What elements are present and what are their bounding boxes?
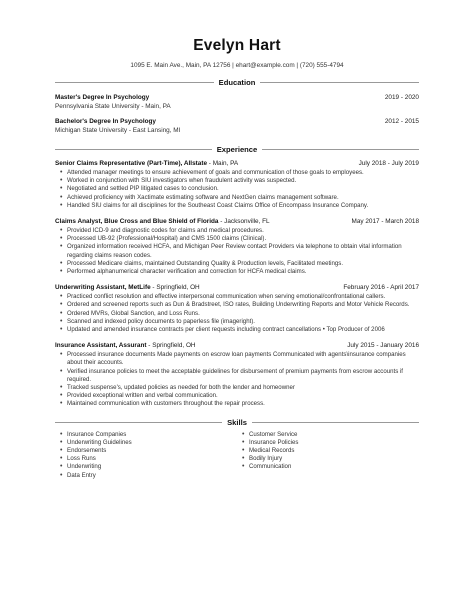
- degree-title: Bachelor's Degree In Psychology: [55, 118, 156, 125]
- job-row: [55, 283, 419, 292]
- section-title: Skills: [227, 418, 247, 428]
- skill-item: • Data Entry: [67, 472, 237, 480]
- skill-item: • Underwriting: [67, 463, 237, 471]
- job-heading: [55, 159, 238, 168]
- contact-line: 1095 E. Main Ave., Main, PA 12756 | ehart@example.com | (720) 555-4794: [130, 62, 344, 69]
- job-row: [55, 341, 419, 350]
- date-range: May 2017 - March 2018: [351, 218, 419, 226]
- skill-item: • Underwriting Guidelines: [67, 439, 237, 447]
- job-row: [55, 217, 419, 226]
- skills-column-right: [237, 431, 419, 480]
- degree-wrap: [55, 117, 156, 126]
- job-heading: [55, 217, 270, 226]
- degree-title: Master's Degree In Psychology: [55, 94, 150, 101]
- skill-item: • Customer Service: [249, 431, 419, 439]
- bullet-item: • Achieved proficiency with Xactimate estimating software and NextGen claims management software.: [67, 194, 419, 202]
- job-title: Underwriting Assistant, MetLife: [55, 284, 151, 292]
- skill-item: • Bodily Injury: [249, 455, 419, 463]
- job-bullets: [55, 227, 419, 276]
- skill-item: • Endorsements: [67, 447, 237, 455]
- divider: [252, 422, 419, 423]
- job-entry: [55, 159, 419, 210]
- skill-item: • Communication: [249, 463, 419, 471]
- divider: [262, 149, 419, 150]
- job-location: - Main, PA: [207, 160, 239, 167]
- experience-list: [55, 159, 419, 409]
- job-entry: [55, 283, 419, 334]
- school-name: Michigan State University - East Lansing, MI: [55, 127, 181, 134]
- education-entry: [55, 93, 419, 111]
- job-title: Senior Claims Representative (Part-Time), Allstate: [55, 160, 208, 167]
- job-title: Insurance Assistant, Assurant: [55, 342, 147, 350]
- education-entry: [55, 117, 419, 135]
- education-list: [55, 93, 419, 135]
- bullet-item: • Scanned and indexed policy documents to paperless file (imageright).: [67, 318, 419, 326]
- bullet-item: • Tracked suspense's, updated policies as needed for both the lender and homeowner: [67, 384, 419, 392]
- job-bullets: [55, 293, 419, 334]
- bullet-item: • Maintained communication with customers throughout the repair process.: [67, 400, 419, 408]
- date-range: July 2018 - July 2019: [358, 160, 419, 167]
- education-heading: [55, 77, 419, 87]
- bullet-item: • Verified insurance policies to meet the acceptable guidelines for disbursement of premium payments from escrow accounts if required.: [67, 368, 419, 384]
- education-row: [55, 93, 419, 102]
- divider: [55, 82, 214, 83]
- divider: [260, 82, 419, 83]
- experience-heading: [55, 144, 419, 154]
- bullet-item: • Provided ICD-9 and diagnostic codes for claims and medical procedures.: [67, 227, 419, 235]
- job-location: - Jacksonville, FL: [218, 218, 270, 226]
- divider: [55, 422, 222, 423]
- date-range: February 2016 - April 2017: [343, 284, 419, 292]
- bullet-item: • Processed UB-92 (Professional/Hospital) and CMS 1500 claims (Clinical).: [67, 235, 419, 243]
- date-range: July 2015 - January 2016: [347, 342, 419, 350]
- candidate-name: Evelyn Hart: [193, 37, 281, 54]
- bullet-item: • Provided exceptional written and verbal communication.: [67, 392, 419, 400]
- job-location: - Springfield, OH: [146, 342, 196, 350]
- skill-item: • Insurance Companies: [67, 431, 237, 439]
- job-bullets: [55, 169, 419, 210]
- bullet-item: • Performed alphanumerical character verification and correction for HCFA medical claims.: [67, 268, 419, 276]
- degree-wrap: [55, 93, 149, 102]
- bullet-item: • Processed Medicare claims, maintained Outstanding Quality & Production levels, Facilitated meetings.: [67, 260, 419, 268]
- bullet-item: • Ordered and screened reports such as Dun & Bradstreet, ISO rates, Building Underwriting Reports and Motor Vehicle Records.: [67, 301, 419, 309]
- skill-item: • Insurance Policies: [249, 439, 419, 447]
- skills-heading: [55, 418, 419, 428]
- education-row: [55, 117, 419, 126]
- bullet-item: • Worked in conjunction with SIU investigators when fraudulent activity was suspected.: [67, 177, 419, 185]
- job-title: Claims Analyst, Blue Cross and Blue Shield of Florida: [55, 218, 219, 226]
- bullet-item: • Ordered MVRs, Global Sanction, and Loss Runs.: [67, 310, 419, 318]
- bullet-item: • Organized information received HCFA, and Michigan Peer Review contact Providers via telephone to obtain vital information regarding claims reason codes.: [67, 243, 419, 259]
- section-title: Experience: [216, 144, 258, 154]
- job-row: [55, 159, 419, 168]
- skills-column-left: [55, 431, 237, 480]
- job-entry: [55, 341, 419, 408]
- divider: [55, 149, 212, 150]
- job-entry: [55, 217, 419, 276]
- job-bullets: [55, 351, 419, 408]
- section-title: Education: [218, 77, 256, 87]
- date-range: 2019 - 2020: [384, 94, 419, 101]
- job-heading: [55, 341, 196, 350]
- bullet-item: • Attended manager meetings to ensure achievement of goals and communication of those goals to employees.: [67, 169, 419, 177]
- skills-list: [55, 430, 419, 480]
- bullet-item: • Processed insurance documents Made payments on escrow loan payments Communicated with agents\insurance companies about their accounts.: [67, 351, 419, 367]
- skill-item: • Loss Runs: [67, 455, 237, 463]
- bullet-item: • Negotiated and settled PIP litigated cases to conclusion.: [67, 185, 419, 193]
- bullet-item: • Handled SIU claims for all disciplines for the Southeast Coast Claims Office of Encompass Insurance Company.: [67, 202, 419, 210]
- school-name: Pennsylvania State University - Main, PA: [55, 103, 171, 110]
- skill-item: • Medical Records: [249, 447, 419, 455]
- bullet-item: • Practiced conflict resolution and effective interpersonal communication when serving emotional/confrontational callers.: [67, 293, 419, 301]
- bullet-item: • Updated and amended insurance contracts per client requests including contract cancellations • Top Producer of 2006: [67, 326, 419, 334]
- date-range: 2012 - 2015: [384, 118, 419, 125]
- job-location: - Springfield, OH: [150, 284, 200, 292]
- job-heading: [55, 283, 200, 292]
